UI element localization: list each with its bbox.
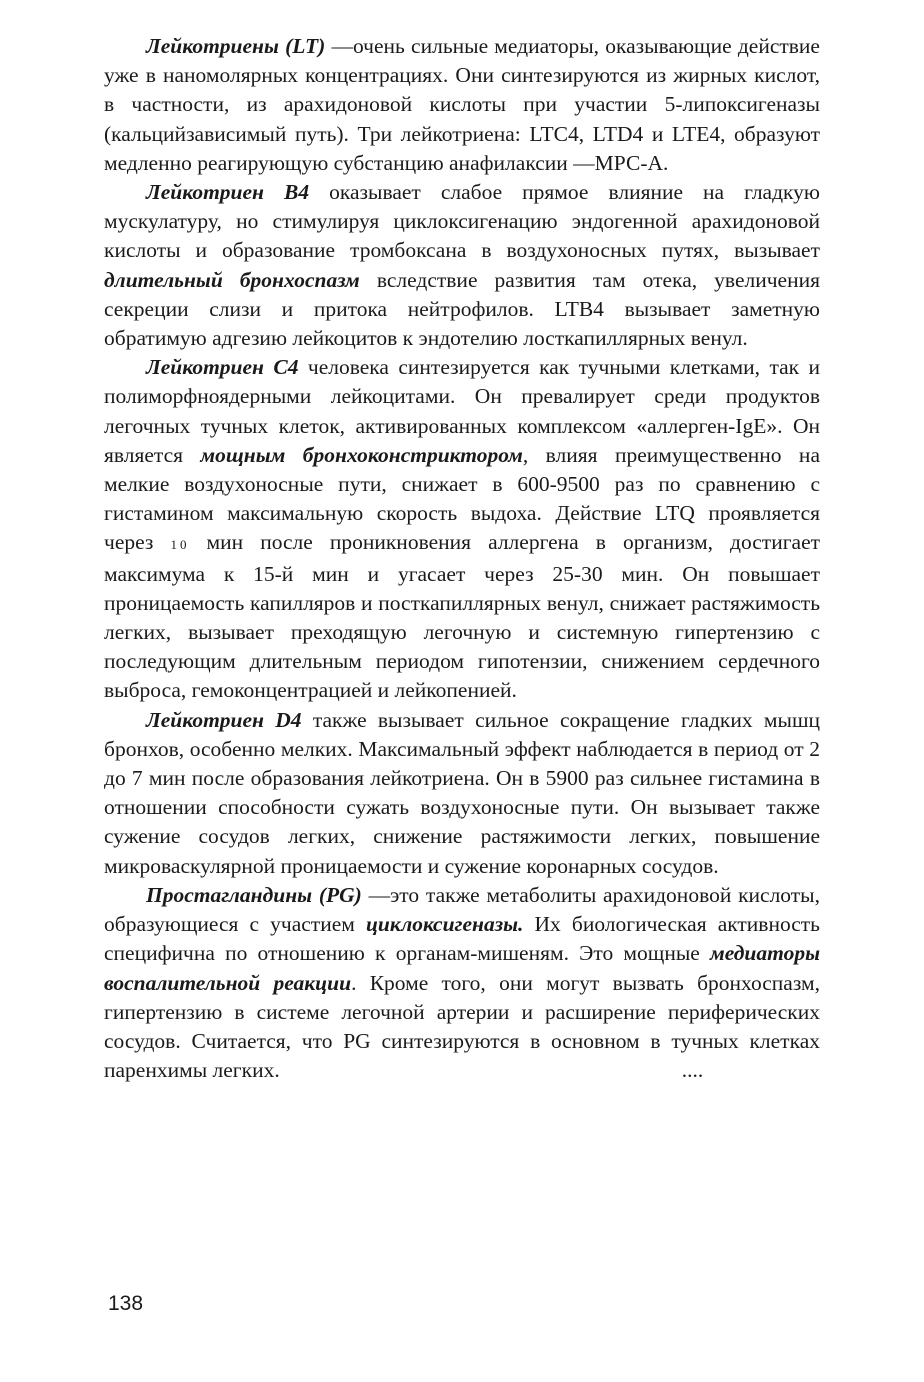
paragraph-text: . Кроме того, они могут вызвать бронхоспазм, гипертензию в системе легочной артерии и расширение периферических сосудов. Считается, что PG синтезируются в основном в тучных клетках паренхимы легких. xyxy=(104,970,821,1083)
term-leukotriene-b4: Лейкотриен В4 xyxy=(146,180,310,205)
paragraph-text: —это также метаболиты арахидоновой кислоты, образующиеся с участием xyxy=(104,882,820,937)
small-number: 10 xyxy=(170,537,190,553)
term-leukotriene-d4: Лейкотриен D4 xyxy=(146,707,302,732)
term-prostaglandins: Простагландины (PG) xyxy=(146,882,362,907)
page-body xyxy=(104,32,820,1085)
paragraph-text: также вызывает сильное сокращение гладких мышц бронхов, особенно мелких. Максимальный эффект наблюдается в период от 2 до 7 мин после образования лейкотриена. Он в 5900 раз сильнее гистамина в отношении способности сужать воздухоносные пути. Он вызывает также сужение сосудов легких, снижение растяжимости легких, повышение микроваскулярной проницаемости и сужение коронарных сосудов. xyxy=(104,707,820,878)
paragraph-text: —очень сильные медиаторы, оказывающие действие уже в наномолярных концентрациях. Они синтезируются из жирных кислот, в частности, из арахидоновой кислоты при участии 5-липоксигеназы (кальцийзависимый путь). Три лейкотриена: LTC4, LTD4 и LTE4, образуют медленно реагирующую субстанцию анафилаксии —МРС-А. xyxy=(104,34,820,175)
page-number: 138 xyxy=(108,1292,144,1315)
paragraph-text: Их биологическая активность специфична по отношению к органам-мишеням. Это мощные xyxy=(104,912,820,966)
paragraph-text: мин после проникновения аллергена в организм, достигает максимума к 15-й мин и угасает через 25-30 мин. Он повышает проницаемость капилляров и посткапиллярных венул, снижает растяжимость легких, вызывает преходящую легочную и системную гипертензию с последующим длительным периодом гипотензии, снижением сердечного выброса, гемоконцентрацией и лейкопенией. xyxy=(104,530,821,703)
paragraph-text: оказывает слабое прямое влияние на гладкую мускулатуру, но стимулируя циклоксигенацию эндогенной арахидоновой кислоты и образование тромбоксана в воздухоносных путях, вызывает xyxy=(104,180,820,263)
paragraph-text: человека синтезируется как тучными клетками, так и полиморфноядерными лейкоцитами. Он превалирует среди продуктов легочных тучных клеток, активированных комплексом «аллерген-IgE». Он является xyxy=(104,355,821,467)
emphasis-cyclooxygenase: циклоксигеназы. xyxy=(365,912,524,937)
emphasis-prolonged-bronchospasm: длительный бронхоспазм xyxy=(104,267,360,292)
paragraph-leukotrienes xyxy=(104,32,820,178)
paragraph-leukotriene-c4 xyxy=(104,353,820,705)
paragraph-leukotriene-d4 xyxy=(104,706,820,881)
emphasis-bronchoconstrictor: мощным бронхоконстриктором xyxy=(200,442,523,467)
paragraph-text: вследствие развития там отека, увеличения секреции слизи и притока нейтрофилов. LTB4 вызывает заметную обратимую адгезию лейкоцитов к эндотелию лосткапиллярных венул. xyxy=(104,267,820,351)
paragraph-leukotriene-b4 xyxy=(104,178,820,353)
term-leukotrienes: Лейкотриены (LT) xyxy=(146,34,326,58)
paragraph-prostaglandins xyxy=(104,881,820,1085)
trailing-dots: .... xyxy=(681,1058,704,1083)
emphasis-inflammatory-mediators: медиаторы воспалительной реакции xyxy=(104,941,820,995)
paragraph-text: , влияя преимущественно на мелкие воздухоносные пути, снижает в 600-9500 раз по сравнению с гистамином максимальную скорость выдоха. Действие LTQ проявляется через xyxy=(104,442,820,555)
term-leukotriene-c4: Лейкотриен С4 xyxy=(146,355,299,380)
